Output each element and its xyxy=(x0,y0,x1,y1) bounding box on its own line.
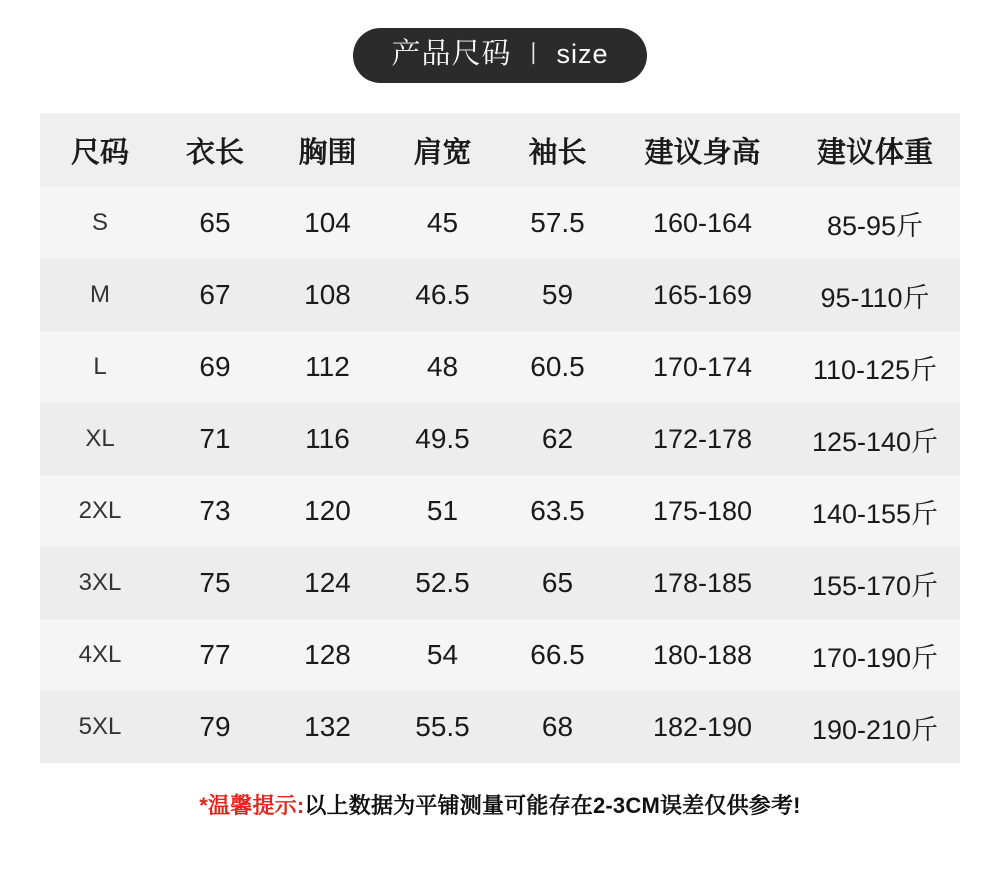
cell-length: 77 xyxy=(160,619,270,691)
column-header-weight: 建议体重 xyxy=(790,113,960,187)
cell-sleeve: 62 xyxy=(500,403,615,475)
cell-shoulder: 48 xyxy=(385,331,500,403)
table-head xyxy=(40,113,960,187)
table-row xyxy=(40,547,960,619)
cell-bust: 132 xyxy=(270,691,385,763)
footnote xyxy=(0,789,1000,820)
cell-height: 182-190 xyxy=(615,691,790,763)
cell-bust: 128 xyxy=(270,619,385,691)
cell-size: L xyxy=(40,331,160,403)
column-header-size: 尺码 xyxy=(40,113,160,187)
table-header-row xyxy=(40,113,960,187)
table-row xyxy=(40,475,960,547)
cell-height: 170-174 xyxy=(615,331,790,403)
table-row xyxy=(40,403,960,475)
cell-size: S xyxy=(40,187,160,259)
cell-shoulder: 49.5 xyxy=(385,403,500,475)
cell-size: 5XL xyxy=(40,691,160,763)
cell-sleeve: 59 xyxy=(500,259,615,331)
column-header-bust: 胸围 xyxy=(270,113,385,187)
title-chinese: 产品尺码 xyxy=(391,38,512,70)
table-body xyxy=(40,187,960,763)
cell-height: 160-164 xyxy=(615,187,790,259)
table-row xyxy=(40,259,960,331)
cell-height: 172-178 xyxy=(615,403,790,475)
cell-size: M xyxy=(40,259,160,331)
table-row xyxy=(40,691,960,763)
cell-bust: 120 xyxy=(270,475,385,547)
cell-bust: 108 xyxy=(270,259,385,331)
cell-shoulder: 46.5 xyxy=(385,259,500,331)
cell-length: 67 xyxy=(160,259,270,331)
table-row xyxy=(40,619,960,691)
cell-size: 2XL xyxy=(40,475,160,547)
cell-length: 75 xyxy=(160,547,270,619)
cell-size: 4XL xyxy=(40,619,160,691)
column-header-height: 建议身高 xyxy=(615,113,790,187)
cell-length: 69 xyxy=(160,331,270,403)
cell-weight: 140-155斤 xyxy=(790,475,960,547)
title-english: size xyxy=(556,39,609,69)
cell-height: 165-169 xyxy=(615,259,790,331)
cell-sleeve: 65 xyxy=(500,547,615,619)
cell-shoulder: 51 xyxy=(385,475,500,547)
cell-weight: 110-125斤 xyxy=(790,331,960,403)
cell-length: 73 xyxy=(160,475,270,547)
column-header-shoulder: 肩宽 xyxy=(385,113,500,187)
cell-sleeve: 63.5 xyxy=(500,475,615,547)
cell-length: 65 xyxy=(160,187,270,259)
title-separator: 丨 xyxy=(521,40,547,68)
cell-bust: 124 xyxy=(270,547,385,619)
cell-bust: 112 xyxy=(270,331,385,403)
cell-size: XL xyxy=(40,403,160,475)
cell-weight: 125-140斤 xyxy=(790,403,960,475)
column-header-sleeve: 袖长 xyxy=(500,113,615,187)
cell-bust: 104 xyxy=(270,187,385,259)
cell-weight: 170-190斤 xyxy=(790,619,960,691)
title-pill xyxy=(353,28,646,83)
cell-sleeve: 66.5 xyxy=(500,619,615,691)
cell-height: 180-188 xyxy=(615,619,790,691)
cell-shoulder: 54 xyxy=(385,619,500,691)
cell-bust: 116 xyxy=(270,403,385,475)
title-section xyxy=(0,0,1000,83)
cell-shoulder: 45 xyxy=(385,187,500,259)
cell-size: 3XL xyxy=(40,547,160,619)
footnote-highlight: 温馨提示: xyxy=(208,793,305,818)
size-table xyxy=(40,113,960,763)
footnote-star: * xyxy=(199,793,209,818)
cell-length: 71 xyxy=(160,403,270,475)
cell-shoulder: 52.5 xyxy=(385,547,500,619)
cell-weight: 95-110斤 xyxy=(790,259,960,331)
cell-height: 178-185 xyxy=(615,547,790,619)
table-row xyxy=(40,331,960,403)
size-table-wrapper xyxy=(40,113,960,763)
cell-weight: 190-210斤 xyxy=(790,691,960,763)
cell-shoulder: 55.5 xyxy=(385,691,500,763)
cell-height: 175-180 xyxy=(615,475,790,547)
cell-length: 79 xyxy=(160,691,270,763)
cell-sleeve: 68 xyxy=(500,691,615,763)
cell-weight: 155-170斤 xyxy=(790,547,960,619)
footnote-text: 以上数据为平铺测量可能存在2-3CM误差仅供参考! xyxy=(304,793,801,818)
cell-sleeve: 60.5 xyxy=(500,331,615,403)
cell-weight: 85-95斤 xyxy=(790,187,960,259)
table-row xyxy=(40,187,960,259)
column-header-length: 衣长 xyxy=(160,113,270,187)
cell-sleeve: 57.5 xyxy=(500,187,615,259)
